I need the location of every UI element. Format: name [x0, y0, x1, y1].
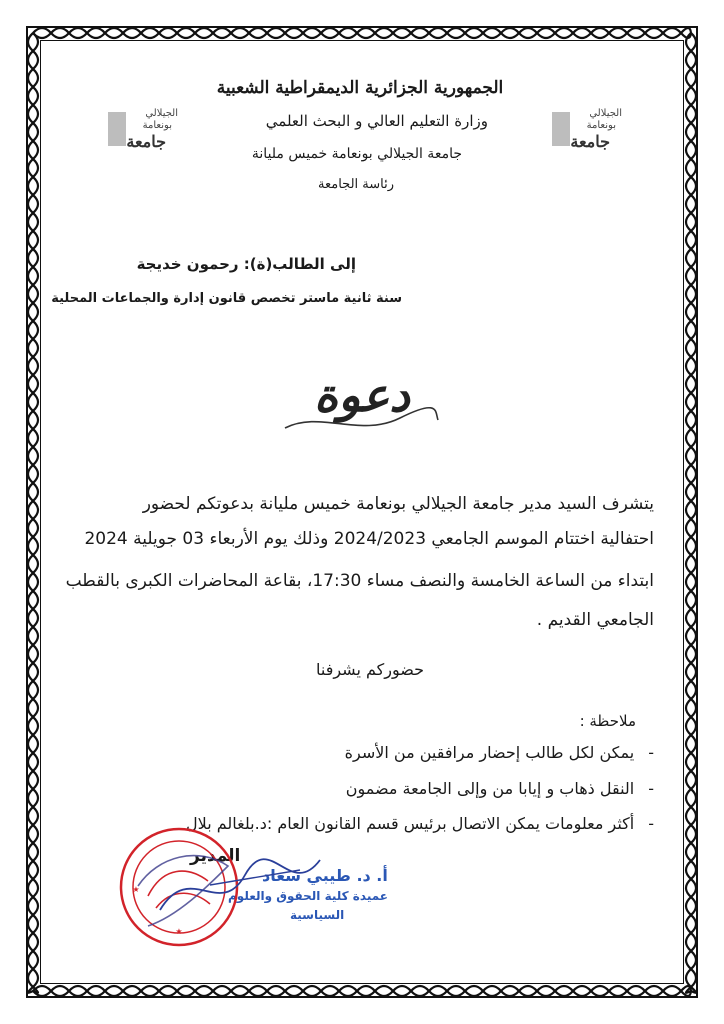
invitation-title: دعوة [314, 368, 410, 422]
presidency-name: رئاسة الجامعة [318, 177, 394, 192]
body-line-3: ابتداء من الساعة الخامسة والنصف مساء 17:30، بقاعة المحاضرات الكبرى بالقطب [65, 571, 654, 591]
signatory-role-2: السياسية [290, 908, 345, 922]
logo-bar-icon [552, 112, 570, 146]
ministry-name: وزارة التعليم العالي و البحث العلمي [265, 112, 488, 130]
university-logo-left: الجيلالي بونعامة جامعة [104, 106, 182, 154]
bullet-dash-icon: - [648, 814, 654, 833]
university-name: جامعة الجيلالي بونعامة خميس مليانة [251, 146, 462, 162]
bullet-dash-icon: - [648, 779, 654, 798]
signatory-name: أ. د. طيبي سعاد [262, 866, 388, 885]
body-line-2: احتفالية اختتام الموسم الجامعي 2024/2023 وذلك يوم الأربعاء 03 جويلية 2024 [84, 529, 654, 549]
signatory-role-1: عميدة كلية الحقوق والعلوم [228, 889, 388, 903]
notes-heading: ملاحظة : [579, 712, 636, 730]
republic-header: الجمهورية الجزائرية الديمقراطية الشعبية [216, 78, 504, 98]
svg-text:★: ★ [175, 927, 183, 936]
director-label: المدير [190, 846, 241, 866]
logo-bar-icon [108, 112, 126, 146]
bullet-dash-icon: - [648, 743, 654, 762]
body-line-4: الجامعي القديم . [536, 610, 654, 630]
note-item-3: -أكثر معلومات يمكن الاتصال برئيس قسم القانون العام :د.بلغالم بلال [186, 814, 654, 833]
note-item-1: -يمكن لكل طالب إحضار مرافقين من الأسرة [344, 743, 654, 762]
university-logo-right: الجيلالي بونعامة جامعة [548, 106, 626, 154]
note-item-2: -النقل ذهاب و إيابا من وإلى الجامعة مضمون [345, 779, 654, 798]
signature-scribble [150, 840, 330, 930]
title-flourish [280, 400, 440, 440]
closing-line: حضوركم يشرفنا [315, 660, 424, 679]
recipient-program: سنة ثانية ماستر تخصص قانون إدارة والجماعات المحلية [51, 291, 402, 306]
svg-text:★: ★ [132, 885, 140, 894]
recipient-name: إلى الطالب(ة): رحمون خديجة [136, 255, 356, 273]
body-line-1: يتشرف السيد مدير جامعة الجيلالي بونعامة خميس مليانة بدعوتكم لحضور [142, 494, 654, 514]
